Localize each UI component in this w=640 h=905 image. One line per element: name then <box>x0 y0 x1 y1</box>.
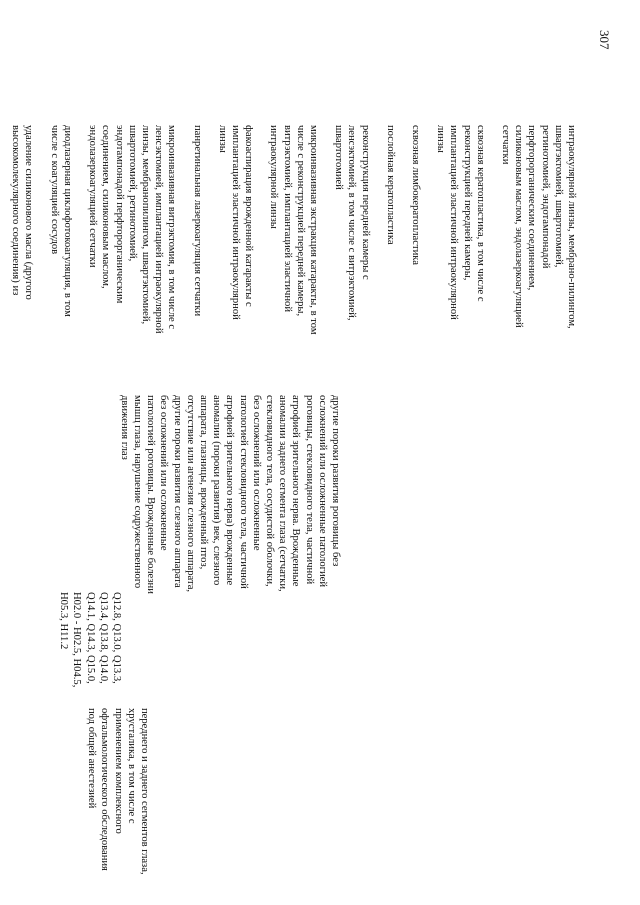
icd-codes-column: Q12.8, Q13.0, Q13.3, Q13.4, Q13.8, Q14.0, Q14.1, Q14.3, Q15.0, H02.0 - H02.5, H04.5, H05.3, H11.2 <box>58 592 122 688</box>
treatment-methods-column <box>9 125 578 335</box>
method-item: послойная кератопластика <box>384 125 396 245</box>
method-item: микроинвазивная витрэктомия, в том числе с ленсэктомией, имплантацией интраокулярной линзы, мембранопилингом, швартэктомией, швартотомией, ретинотомией, эндотампонадой перфторорганическим соединением, силиконовым маслом, эндолазеркоагуляцией сетчатки <box>87 125 178 334</box>
method-item: удаление силиконового масла (другого высокомолекулярного соединения) из <box>10 125 35 300</box>
diagnosis-column: другие пороки развития роговицы без осложнений или осложненные патологией роговицы, стекловидного тела, частичной атрофией зрительного нерва. Врожденные аномалии заднего сегмента глаза (сетчатки, стекловидного тела, сосудистой оболочки, без осложнений или осложненные патологией стекловидного тела, частичной атрофией зрительного нерва) врожденные аномалии (пороки развития) век, слезного аппарата, глазницы, врожденный птоз, отсутствие или агенезия слезного аппарата, другие пороки развития слезного аппарата без осложнений или осложненные патологией роговицы. Врожденные болезни мышц глаза, нарушение содружественного движения глаз <box>118 395 341 594</box>
method-item: сквозная кератопластика, в том числе с реконструкцией передней камеры, имплантацией эластичной интраокулярной линзы <box>435 125 486 320</box>
method-item: панретинальная лазеркоагуляция сетчатки <box>191 125 203 317</box>
method-item: реконструкция передней камеры с ленсэктомией, в том числе с витрэктомией, швартотомией <box>333 125 371 321</box>
method-item: факоаспирация врожденной катаракты с имплантацией эластичной интраокулярной линзы <box>216 125 255 320</box>
method-item: сквозная лимбокератопластика <box>409 125 421 265</box>
method-item: диодлазерная циклофотокоагуляция, в том числе с коагуляцией сосудов <box>48 125 73 317</box>
treatment-area-column: переднего и заднего сегментов глаза, хрусталика, в том числе с применением комплексного офтальмологического обследования под общей анестезией <box>86 708 150 875</box>
method-item: интраокулярной линзы, мембрано-пилингом, швартэктомией, швартотомией, ретинотомией, эндотампонадой перфторорганическим соединением, силиконовым маслом, эндолазеркоагуляцией сетчатки <box>499 125 577 329</box>
method-item: микроинвазивная экстракция катаракты, в том числе с реконструкцией передней камеры, витрэктомией, имплантацией эластичной интраокулярной линзы <box>268 125 319 335</box>
page-number: 307 <box>597 30 612 50</box>
